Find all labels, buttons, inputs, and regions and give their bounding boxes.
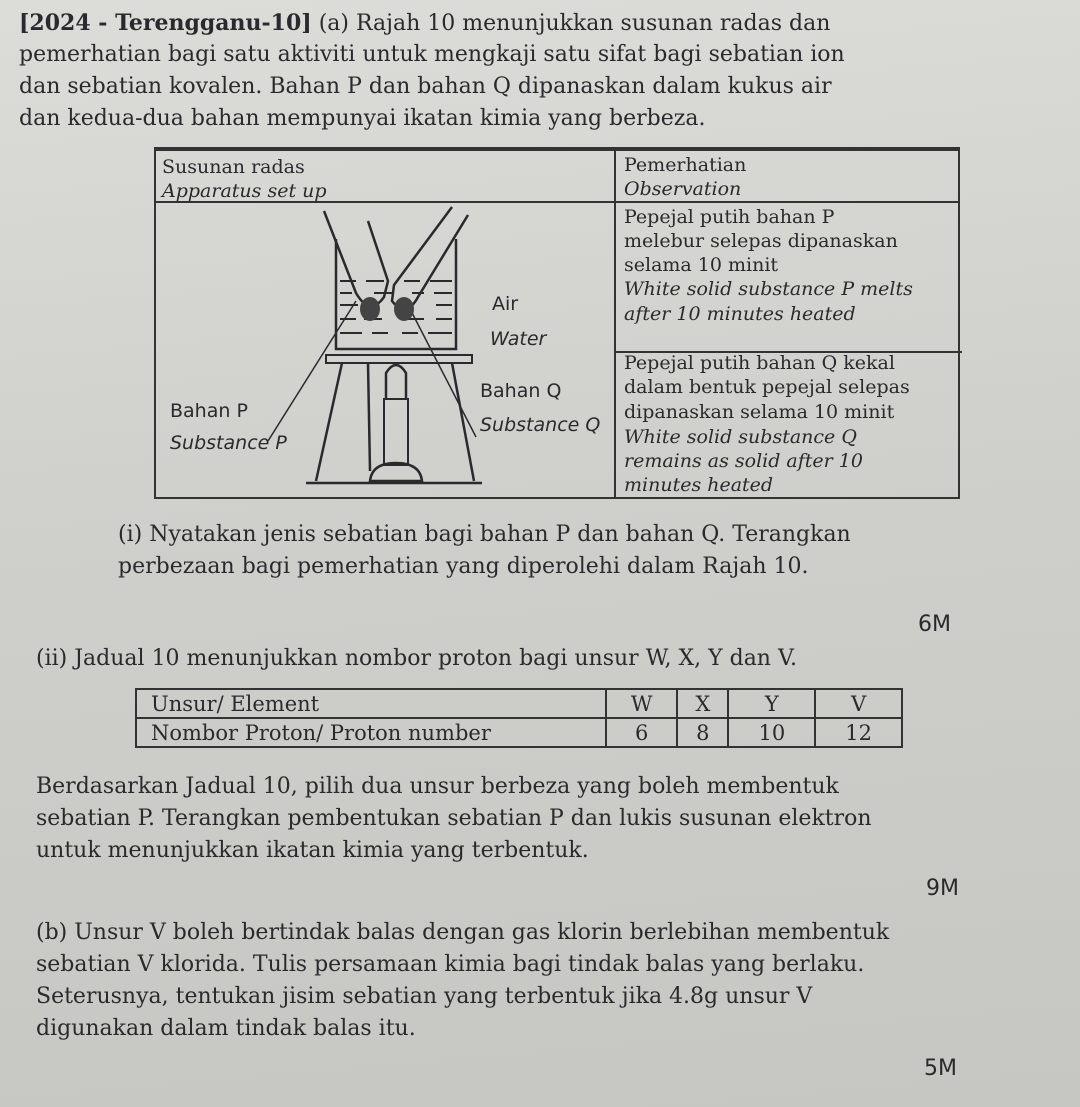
header-observation-en: Observation	[624, 178, 742, 200]
table-row	[136, 718, 902, 747]
part-a-ii-marks: 9M	[926, 876, 959, 901]
proton-number-table	[135, 688, 903, 748]
pointer-p	[268, 301, 356, 441]
tripod-leg-right	[452, 363, 474, 481]
observation-p-en-1: White solid substance P melts	[624, 278, 913, 300]
proton-row-label: Nombor Proton/ Proton number	[136, 718, 606, 747]
observation-q-en-3: minutes heated	[624, 474, 774, 496]
header-apparatus-ms: Susunan radas	[162, 156, 305, 178]
question-tag: [2024 - Terengganu-10]	[19, 10, 312, 36]
element-y: Y	[728, 689, 815, 718]
label-bahan-q: Bahan Q	[480, 380, 562, 402]
element-x: X	[677, 689, 728, 718]
bunsen-burner	[384, 399, 408, 465]
part-a-ii-intro: (ii) Jadual 10 menunjukkan nombor proton bagi unsur W, X, Y dan V.	[36, 646, 798, 671]
intro-line-1-text: (a) Rajah 10 menunjukkan susunan radas dan	[318, 11, 831, 36]
question-intro-line-1	[19, 8, 830, 39]
pointer-q	[408, 305, 476, 437]
element-w: W	[606, 689, 677, 718]
tripod-leg-left	[316, 363, 342, 481]
part-a-i-line-2: perbezaan bagi pemerhatian yang diperolehi dalam Rajah 10.	[118, 554, 809, 579]
proton-v: 12	[815, 718, 902, 747]
question-intro-line-3: dan sebatian kovalen. Bahan P dan bahan Q dipanaskan dalam kukus air	[19, 74, 832, 99]
part-b-line-4: digunakan dalam tindak balas itu.	[36, 1016, 416, 1041]
question-intro-line-4: dan kedua-dua bahan mempunyai ikatan kimia yang berbeza.	[19, 106, 706, 131]
apparatus-observation-table	[154, 147, 960, 499]
label-bahan-p: Bahan P	[170, 400, 248, 422]
part-b-line-1: (b) Unsur V boleh bertindak balas dengan gas klorin berlebihan membentuk	[36, 920, 890, 945]
header-observation-ms: Pemerhatian	[624, 154, 747, 176]
element-v: V	[815, 689, 902, 718]
observation-p-ms-3: selama 10 minit	[624, 254, 779, 276]
part-a-ii-line-2: sebatian P. Terangkan pembentukan sebatian P dan lukis susunan elektron	[36, 806, 872, 831]
part-a-ii-line-1: Berdasarkan Jadual 10, pilih dua unsur berbeza yang boleh membentuk	[36, 774, 839, 799]
element-row-label: Unsur/ Element	[136, 689, 606, 718]
test-tube-p	[324, 211, 388, 306]
flame-icon	[386, 365, 406, 399]
part-b-marks: 5M	[924, 1056, 957, 1081]
proton-w: 6	[606, 718, 677, 747]
part-a-i-line-1: (i) Nyatakan jenis sebatian bagi bahan P dan bahan Q. Terangkan	[118, 522, 851, 547]
label-substance-q: Substance Q	[480, 414, 601, 436]
question-intro-line-2: pemerhatian bagi satu aktiviti untuk mengkaji satu sifat bagi sebatian ion	[19, 42, 845, 67]
wire-gauze	[326, 355, 472, 363]
part-b-line-2: sebatian V klorida. Tulis persamaan kimia bagi tindak balas yang berlaku.	[36, 952, 865, 977]
observation-q-ms-2: dalam bentuk pepejal selepas	[624, 376, 910, 398]
proton-x: 8	[677, 718, 728, 747]
part-a-i-marks: 6M	[918, 612, 951, 637]
observation-q-en-2: remains as solid after 10	[624, 450, 863, 472]
observation-p-en-2: after 10 minutes heated	[624, 303, 856, 325]
observation-q-en-1: White solid substance Q	[624, 426, 857, 448]
part-a-ii-line-3: untuk menunjukkan ikatan kimia yang terbentuk.	[36, 838, 589, 863]
label-substance-p: Substance P	[170, 432, 287, 454]
label-water: Water	[490, 328, 547, 350]
header-apparatus-en: Apparatus set up	[162, 180, 327, 202]
observation-p-ms-1: Pepejal putih bahan P	[624, 206, 835, 228]
observation-q-ms-1: Pepejal putih bahan Q kekal	[624, 352, 895, 374]
substance-solids	[360, 297, 414, 321]
label-air: Air	[492, 293, 519, 315]
observation-p-ms-2: melebur selepas dipanaskan	[624, 230, 898, 252]
part-b-line-3: Seterusnya, tentukan jisim sebatian yang terbentuk jika 4.8g unsur V	[36, 984, 813, 1009]
tripod-leg-middle	[368, 363, 370, 471]
observation-q-ms-3: dipanaskan selama 10 minit	[624, 401, 895, 423]
table-row	[136, 689, 902, 718]
proton-y: 10	[728, 718, 815, 747]
